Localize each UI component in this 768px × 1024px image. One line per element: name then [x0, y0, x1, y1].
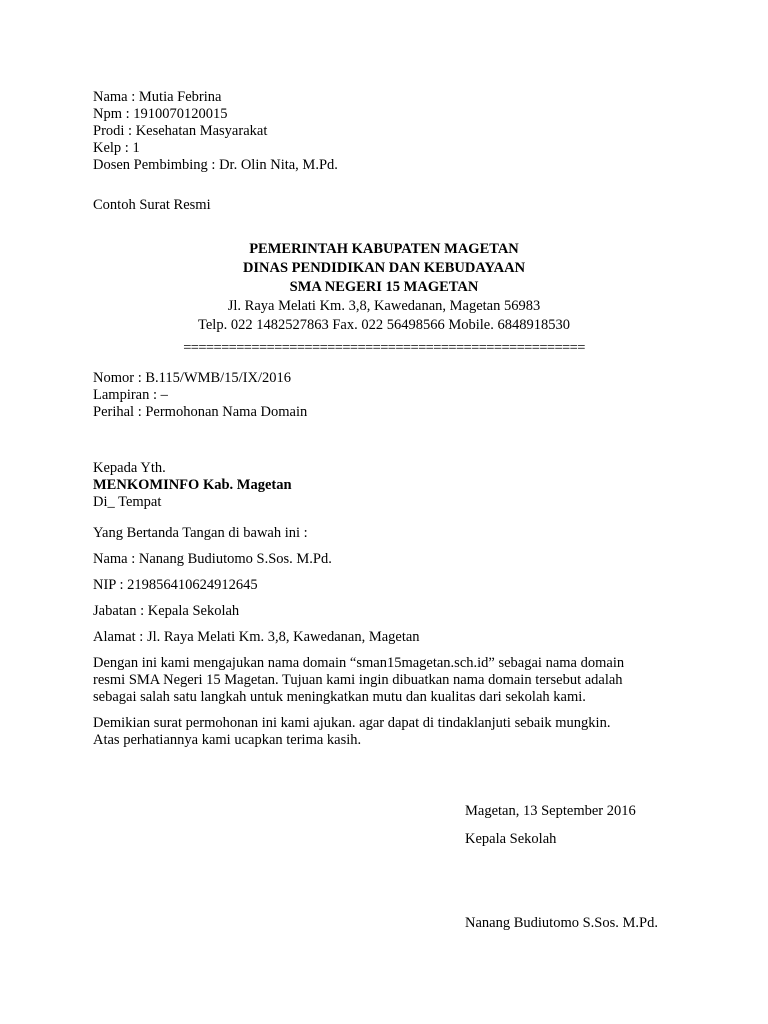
body-intro: Yang Bertanda Tangan di bawah ini : [93, 525, 308, 541]
letter-meta [93, 370, 693, 421]
letterhead-line3: SMA NEGERI 15 MAGETAN [289, 279, 479, 295]
body-para1-line1: Dengan ini kami mengajukan nama domain “sman15magetan.sch.id” sebagai nama domain [93, 655, 625, 671]
student-name: Nama : Mutia Febrina [93, 89, 222, 105]
student-dosen: Dosen Pembimbing : Dr. Olin Nita, M.Pd. [93, 157, 338, 173]
letterhead-line2: DINAS PENDIDIKAN DAN KEBUDAYAAN [242, 260, 526, 276]
meta-nomor: Nomor : B.115/WMB/15/IX/2016 [93, 370, 292, 386]
letterhead-contact: Telp. 022 1482527863 Fax. 022 56498566 Mobile. 6848918530 [198, 317, 570, 333]
signature-position [465, 831, 725, 848]
body-para2-line2: Atas perhatiannya kami ucapkan terima kasih. [93, 732, 362, 748]
recipient-name: MENKOMINFO Kab. Magetan [93, 477, 292, 493]
body-alamat: Alamat : Jl. Raya Melati Km. 3,8, Kawedanan, Magetan [93, 629, 420, 645]
meta-lampiran: Lampiran : – [93, 387, 168, 403]
recipient-place: Di_ Tempat [93, 494, 162, 510]
student-prodi: Prodi : Kesehatan Masyarakat [93, 123, 268, 139]
student-info [93, 89, 693, 174]
letterhead-address: Jl. Raya Melati Km. 3,8, Kawedanan, Magetan 56983 [227, 298, 541, 314]
recipient [93, 460, 693, 511]
student-kelp: Kelp : 1 [93, 140, 140, 156]
meta-perihal: Perihal : Permohonan Nama Domain [93, 404, 308, 420]
doc-title [93, 197, 693, 214]
letterhead [93, 240, 675, 335]
body-para2-line1: Demikian surat permohonan ini kami ajukan. agar dapat di tindaklanjuti sebaik mungkin. [93, 715, 611, 731]
body-nama: Nama : Nanang Budiutomo S.Sos. M.Pd. [93, 551, 332, 567]
recipient-greeting: Kepada Yth. [93, 460, 166, 476]
signature-position-text: Kepala Sekolah [465, 831, 557, 847]
signature-date [465, 803, 725, 820]
letterhead-divider [93, 340, 675, 357]
student-npm: Npm : 1910070120015 [93, 106, 228, 122]
signature-date-text: Magetan, 13 September 2016 [465, 803, 636, 819]
body-nip: NIP : 219856410624912645 [93, 577, 258, 593]
divider-line: ===================================================== [183, 340, 585, 356]
signature-name [465, 915, 725, 932]
body-para1-line3: sebagai salah satu langkah untuk meningkatkan mutu dan kualitas dari sekolah kami. [93, 689, 586, 705]
signature-name-text: Nanang Budiutomo S.Sos. M.Pd. [465, 915, 658, 931]
body-para1-line2: resmi SMA Negeri 15 Magetan. Tujuan kami ingin dibuatkan nama domain tersebut adalah [93, 672, 623, 688]
doc-title-text: Contoh Surat Resmi [93, 197, 211, 213]
letter-body [93, 525, 693, 749]
letterhead-line1: PEMERINTAH KABUPATEN MAGETAN [249, 241, 519, 257]
body-jabatan: Jabatan : Kepala Sekolah [93, 603, 240, 619]
